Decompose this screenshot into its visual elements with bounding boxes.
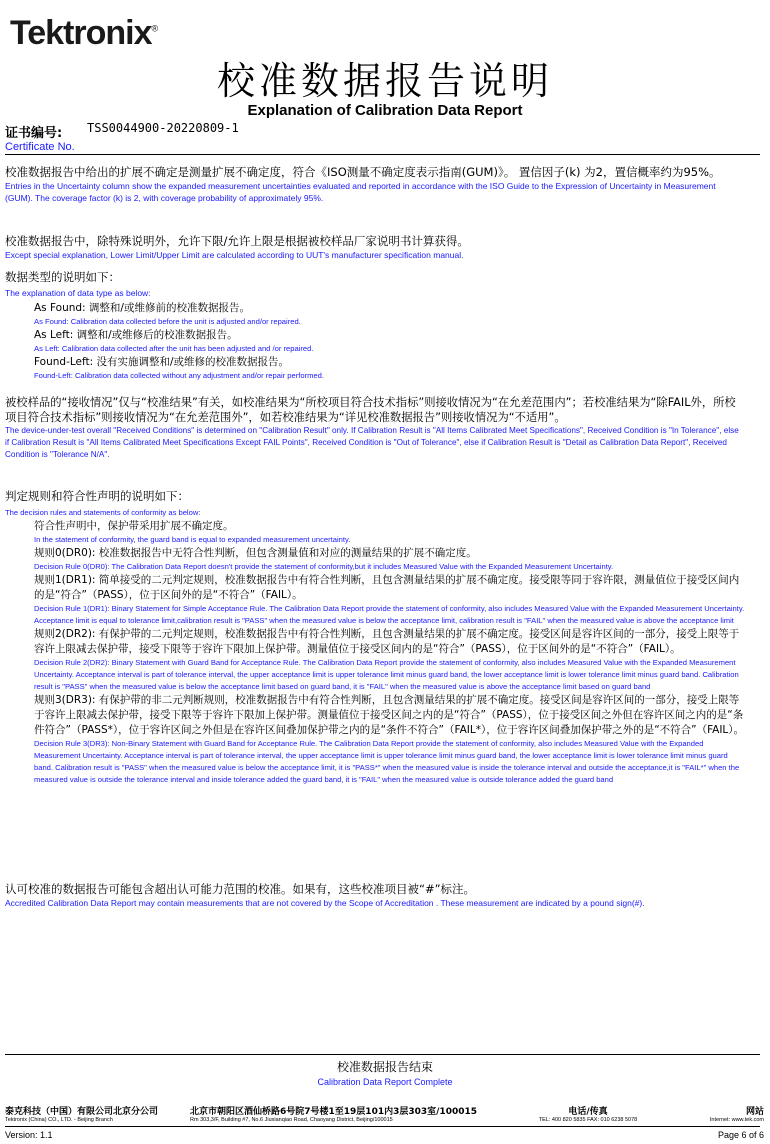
footer-website [710,1104,764,1123]
company-name-en: Tektronix (China) CO., LTD. - Beijing Branch [5,1117,113,1123]
received-condition-cn: 被校样品的“接收情况”仅与“校准结果”有关，如校准结果为“所校项目符合技术指标”则接收情况为“在允差范围内”；若校准结果为“除FAIL外，所校项目符合技术指标”则接收情况为“在允差范围外”，如若校准结果为“详见校准数据报告”则接收情况为“不适用”。 [5,396,736,424]
page-number: Page 6 of 6 [717,1130,764,1140]
rule-dr3-cn: 规则3(DR3): 有保护带的非二元判断规则，校准数据报告中有符合性判断，且包含测量结果的扩展不确定度。接受区间是容许区间的一部分，接受上限等于容许上限减去保护带，接受下限等于容许下限加上保护带。测量值位于接受区间之内的是“符合”（PASS），位于接受区间之外但在容许区间之内的是“条件符合”（PASS*），位于容许区间之外但是在容许区间叠加保护带之内的是“条件不符合”（FAIL*），位于容许区间叠加保护带之外的是“不符合”（FAIL）。 [34,694,745,736]
rule-dr0-en: Decision Rule 0(DR0): The Calibration Data Report doesn't provide the statement of conformity,but it includes Measured Value with the Expanded Measurement Uncertainty. [34,562,614,571]
page-title-cn: 校准数据报告说明 [216,59,553,103]
uncertainty-section [5,165,745,204]
received-condition-section [5,395,745,461]
conformity-en: In the statement of conformity, the guard band is equal to expanded measurement uncertainty. [34,535,351,544]
as-found-cn: As Found: 调整和/或维修前的校准数据报告。 [34,302,250,314]
as-found-en: As Found: Calibration data collected before the unit is adjusted and/or repaired. [34,317,301,326]
decision-rules-section [5,489,745,786]
footer-phone [528,1104,648,1123]
address-en: Rm 303,3/F, Building #7, No.6 Jiuxianqiao Road, Chaoyang District, Beijing/100015 [190,1117,393,1123]
limits-text-cn: 校准数据报告中，除特殊说明外，允许下限/允许上限是根据被校样品厂家说明书计算获得。 [5,234,469,248]
accreditation-cn: 认可校准的数据报告可能包含超出认可能力范围的校准。如果有，这些校准项目被“#”标注。 [5,882,476,896]
accreditation-section [5,882,745,909]
as-left-cn: As Left: 调整和/或维修后的校准数据报告。 [34,329,238,341]
company-name-cn: 泰克科技（中国）有限公司北京分公司 [5,1107,159,1117]
address-cn: 北京市朝阳区酒仙桥路6号院7号楼1至19层101内3层303室/100015 [190,1107,478,1117]
found-left-cn: Found-Left: 没有实施调整和/或维修的校准数据报告。 [34,356,290,368]
rule-dr1-en: Decision Rule 1(DR1): Binary Statement for Simple Acceptance Rule. The Calibration Data Report provide the statement of conformity, also includes Measured Value with the Expanded Measurement Uncertainty. Acceptance limit is equal to tolerance limit,calibration result is "PASS" when the measured value is below the acceptance limit, calibration result is "FAIL" when the measured value is above the acceptance limit [34,604,745,625]
report-end-en: Calibration Data Report Complete [317,1077,453,1087]
uncertainty-text-en: Entries in the Uncertainty column show the expanded measurement uncertainties evaluated and reported in accordance with the ISO Guide to the Expression of Uncertainty in Measurement (GUM). The coverage factor (k) is 2, with coverage probability of approximately 95%. [5,181,716,203]
rule-dr3-en: Decision Rule 3(DR3): Non-Binary Statement with Guard Band for Acceptance Rule. The Calibration Data Report provide the statement of conformity, also includes Measured Value with the Expanded Measurement Uncertainty. Acceptance interval is part of tolerance interval, the upper acceptance limit is upper tolerance limit minus guard band, the lower acceptance limit is lower tolerance limit minus guard band. Calibration result is "PASS" when the measured value is below the acceptance limit, it is "PASS*" when the measured value is inside the tolerance interval and outside the acceptance,it is "FAIL*" when the measured value is outside the tolerance interval and inside tolerance added the guard band, it is "FAIL" when the measured value is outside tolerance added the guard band [34,739,740,784]
rule-dr2-cn: 规则2(DR2): 有保护带的二元判定规则，校准数据报告中有符合性判断，且包含测量结果的扩展不确定度。接受区间是容许区间的一部分，接受上限等于容许上限减去保护带，接受下限等于容许下限加上保护带。测量值位于接受区间内的是“符合”（PASS），位于区间外的是“不符合”（FAIL）。 [34,628,740,655]
rule-dr1-cn: 规则1(DR1): 简单接受的二元判定规则，校准数据报告中有符合性判断，且包含测量结果的扩展不确定度。接受限等同于容许限，测量值位于接受区间内的是“符合”（PASS），位于区间外的是“不符合”（FAIL）。 [34,574,740,601]
footer-bottom-divider [5,1126,760,1127]
accreditation-en: Accredited Calibration Data Report may contain measurements that are not covered by the Scope of Accreditation . These measurement are indicated by a pound sign(#). [5,898,645,908]
rule-dr2-en: Decision Rule 2(DR2): Binary Statement with Guard Band for Acceptance Rule. The Calibration Data Report provide the statement of conformity, also includes Measured Value with the Expanded Measurement Uncertainty. Acceptance interval is part of tolerance interval, the upper acceptance limit is upper tolerance limit minus guard band, the lower acceptance limit is lower tolerance limit minus guard band. Calibration result is "PASS" when the measured value is below the acceptance limit based on guard band, it is "FAIL" when the measured value is above the acceptance limit based on guard band [34,658,739,691]
conformity-cn: 符合性声明中，保护带采用扩展不确定度。 [34,520,234,532]
limits-section [5,234,745,261]
uncertainty-text-cn: 校准数据报告中给出的扩展不确定是测量扩展不确定度，符合《ISO测量不确定度表示指南(GUM)》。 置信因子(k) 为2，置信概率约为95%。 [5,165,721,179]
page-title-en: Explanation of Calibration Data Report [247,102,523,119]
data-type-heading-en: The explanation of data type as below: [5,288,151,298]
footer-top-divider [5,1054,760,1055]
website-label-cn: 网站 [745,1107,764,1117]
certificate-label-en: Certificate No. [5,141,75,153]
as-left-en: As Left: Calibration data collected after the unit has been adjusted and /or repaired. [34,344,314,353]
footer-address [190,1104,477,1123]
received-condition-en: The device-under-test overall "Received Conditions" is determined on "Calibration Result" only. If Calibration Result is "All Items Calibrated Meet Specifications", Received Condition is "In Tolerance", else if Calibration Result is "All Items Calibrated Meet Specifications Except FAIL Points", Received Condition is "Out of Tolerance", else if Calibration Result is "Detail as Calibration Data Report", Received Condition is "Tolerance N/A". [5,426,739,459]
footer-company [5,1104,158,1123]
report-end-cn: 校准数据报告结束 [336,1060,433,1074]
phone-label-cn: 电话/传真 [568,1107,608,1117]
certificate-number: TSS0044900-20220809-1 [87,121,239,135]
website-en: Internet: www.tek.com [709,1117,764,1123]
found-left-en: Found-Left: Calibration data collected without any adjustment and/or repair performed. [34,371,324,380]
version-label: Version: 1.1 [5,1130,53,1140]
decision-rules-heading-en: The decision rules and statements of conformity as below: [5,508,201,517]
phone-fax-en: TEL: 400 820 5835 FAX: 010 6238 5078 [538,1117,638,1123]
limits-text-en: Except special explanation, Lower Limit/Upper Limit are calculated according to UUT's manufacturer specification manual. [5,250,464,260]
decision-rules-heading-cn: 判定规则和符合性声明的说明如下： [5,489,189,503]
rule-dr0-cn: 规则0(DR0): 校准数据报告中无符合性判断，但包含测量值和对应的测量结果的扩展不确定度。 [34,547,477,559]
header-divider [5,154,760,155]
certificate-label-cn: 证书编号: [5,126,63,141]
data-type-section [5,270,745,382]
tektronix-logo: Tektronix® [10,14,158,52]
data-type-heading-cn: 数据类型的说明如下： [5,270,120,284]
